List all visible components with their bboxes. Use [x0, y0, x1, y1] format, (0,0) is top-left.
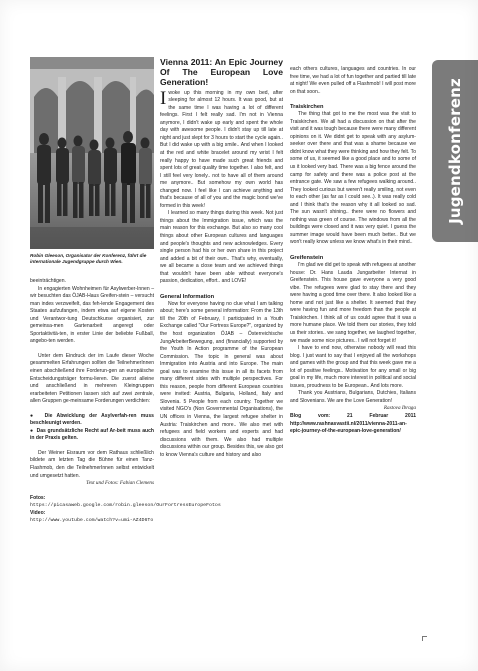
video-label: Video:	[30, 509, 46, 516]
paragraph	[160, 87, 283, 211]
demand-item: ● Die Abwicklung der Asylverfah-ren muss beschleunigt werden.	[30, 412, 154, 427]
section-heading: Traiskirchen	[290, 104, 324, 111]
paragraph-text: woke up this morning in my own bed, after sleeping for almost 12 hours. It was good, but at the same time I was having a lot of different feelings. First I felt really sad. I'm not in Vienna anymore, I didn't wake up early and spent the whole day with awesome people. I didn't stay up till late at night and just slept for 3 hours to start the cycle again.. But I did wake up with a big smile.. And when I looked at the red and white bracelet around my wrist I felt really happy to have made such great friends and spent lots of great quality time together. I also felt, and I still feel very lonely.. not to have all of them around me anymore.. But somehow my own world has changed now. I feel like I can achieve anything and that's because of all of you and the magic bond we've formed in this week!	[160, 89, 283, 209]
group-photo	[30, 57, 154, 249]
paragraph: I learned so many things during this week. Not just things about the Immigration issue, which was the main reason for this exchange. But also so many cool things about other European cultures and languages and people's thoughts and new acknowledges. Every single person had his or her own share in this project and added a bit of their own.. That's why, eventually, we all became a close team and we achieved things that wouldn't have been able without everyone's passion, dedication, effort.. and LOVE!	[160, 210, 283, 285]
paragraph: I have to end now, otherwise nobody will read this blog. I just want to say that I enjoyed all the workshops and games with the group and that this week gave me a lot of positive feelings.. Motivation for any small or big goal in my life, much more interest in political and social issues, proudness to be European.. And lots more.	[290, 345, 416, 389]
section-heading: General Information	[160, 293, 215, 300]
spacer	[290, 247, 416, 254]
paragraph: Now for everyone having no clue what I am talking about; here's some general information: From the 13th till the 20th of February, I participated in a Youth Exchange called "Our Fortress Europe?", organized by the host organization ÖJAB – Österreichische JungArbeiterBewegung, and (financially) supported by the Youth In Action programme of the European Commission. The topic in general was about Immigration into Austria and into Europe. The main goal was to examine this issue in all its facets from many different sides with multiple perspectives. For this reason, people from different European countries were invited: Austria, Bulgaria, Holland, Italy and Slovenia. 5 People from each country. Together we visited NGO's (Non Governmental Organisations), the UN offices in Vienna, the largest refugee shelter in Austria: Traiskirchen and more.. We also met with refugees and field workers and experts and had discussions with them. We also had multiple discussions within our group. Besides this, we also got to know Vienna's culture and history and also	[160, 300, 283, 458]
spacer	[290, 96, 416, 103]
spacer	[30, 406, 154, 413]
paragraph: beeinträchtigen.	[30, 278, 66, 284]
demand-text: Die Abwicklung der Asylverfah-ren muss beschleunigt werden.	[30, 412, 154, 427]
column-3	[290, 66, 416, 436]
article-title: Vienna 2011: An Epic Journey Of The European Love Generation!	[160, 57, 283, 88]
column-2	[160, 57, 283, 459]
paragraph: Unter dem Eindruck der im Laufe dieser Woche gesammelten Erfahrungen sollten die TeilnehmerInnen einen abschließend ihre Forderun-gen an europäische Entscheidungsträger formu-lieren. Die zuerst alleine und anschließend in mehreren Kleingruppen erarbeiteten Petitionen lassen sich auf zwei zentrale, allen Gruppen ge-meinsame Forderungen verdichten:	[30, 352, 154, 405]
spacer	[30, 346, 154, 353]
spacer	[30, 443, 154, 450]
demand-item: ● Das grundsätzliche Recht auf Ar-beit muss auch in der Praxis gelten.	[30, 427, 154, 442]
photo-credit: Text und Fotos: Fabian Clemens	[86, 480, 154, 487]
blog-source[interactable]: Blog vom: 21 Februar 2011 http://www.rashnasvastii.nl/2011/vienna-2011-an-epic-journey-of-the-european-love-generation/	[290, 412, 416, 435]
section-tab-label: Jugendkonferenz	[446, 78, 464, 224]
spacer	[160, 286, 283, 293]
paragraph: I'm glad we did get to speak with refugees at another house: Dr. Hans Lauda Jungarbeiter Internat in Greifenstein. This house gave everyone a very good vibe. The refugees were glad to stay there and they were having a good time over there. It also looked like a home and not just like a shelter. It seemed that they were having fun and more freedom than the people at Traiskirchen. I think all of us could agree that it was a more humane place. We told them our stories, they told us their stories.. we sang together, we laughed together, we made some nice pictures.. I will not forget it!	[290, 262, 416, 344]
paragraph: In engagierten Wohnheimen für Asylwerber-Innen – wir besuchten das ÖJAB-Haus Greifen-stein – versucht man indes verzweifelt, das feh-lende Engagement des Staates aufzufangen, indem etwa auf eigene Kosten und Verantwor-tung Deutschkurse organisiert, zur gemeinsa-men Gartenarbeit angeregt oder Sportaktivitä-ten, in erster Linie der beliebte Fußball, angebo-ten werden.	[30, 285, 154, 345]
crop-mark	[422, 636, 432, 646]
section-tab-label-wrap	[432, 60, 478, 242]
photo-caption: Robin Gleeson, Organisator der Konferenz, führt die internationale Jugendgruppe durch Wien.	[30, 253, 147, 265]
fotos-label: Fotos:	[30, 494, 46, 501]
drop-cap: I	[160, 87, 167, 109]
author-name: Rastova Ibraga	[383, 405, 416, 412]
demand-text: Das grundsätzliche Recht auf Ar-beit muss auch in der Praxis gelten.	[30, 427, 154, 442]
paragraph: each others cultures, languages and countries. In our free time, we had a lot of fun together and partied till late at night! We even pulled off a Flashmob! I will post more on that soon..	[290, 66, 416, 95]
spacer	[30, 488, 154, 495]
fotos-link[interactable]: https://picasaweb.google.com/robin.gleeson/OurFortressEuropeFotos	[30, 503, 221, 509]
section-heading: Greifenstein	[290, 255, 324, 262]
paragraph: Der Weiner Eisraum vor dem Rathaus schließlich bildete am letzten Tag die Bühne für einen Tanz-Flashmob, den die TeilnehmerInnen selbst entwickelt und umgesetzt hatten.	[30, 449, 154, 479]
paragraph: The thing that got to me the most was the visit to Traiskirchen. We all had a discussion on that after the visit and it was tough because there were many different opinions on it. We didnt get to speak with any asylum-seeker over there and that was a shame because we didnt know what they were thinking and how they felt. To some of us, it seemed like a good place and to some of us it looked very bad. There was a big fence around the camp for safety and there was a police post at the entrance gate. We saw a few refugees walking around.. They looked curious but weren't really smiling, not even to each other (as far as I could see..). It was really cold and I think that's the reason why it all looked so sad. The sun wasn't shining.. there were no flowers and nothing was green of course. The windows from all the buildings were closed and it was very quiet. I guess the summer image would have been much better.. But we won't really know unless we know what's in their mind..	[290, 111, 416, 246]
video-link[interactable]: http://www.youtube.com/watch?v=umi-AZ4D6To	[30, 518, 154, 524]
paragraph: Thank you Austrians, Bulgarians, Dutchies, Italians and Slovenians. We are the Love Generation!	[290, 390, 416, 404]
